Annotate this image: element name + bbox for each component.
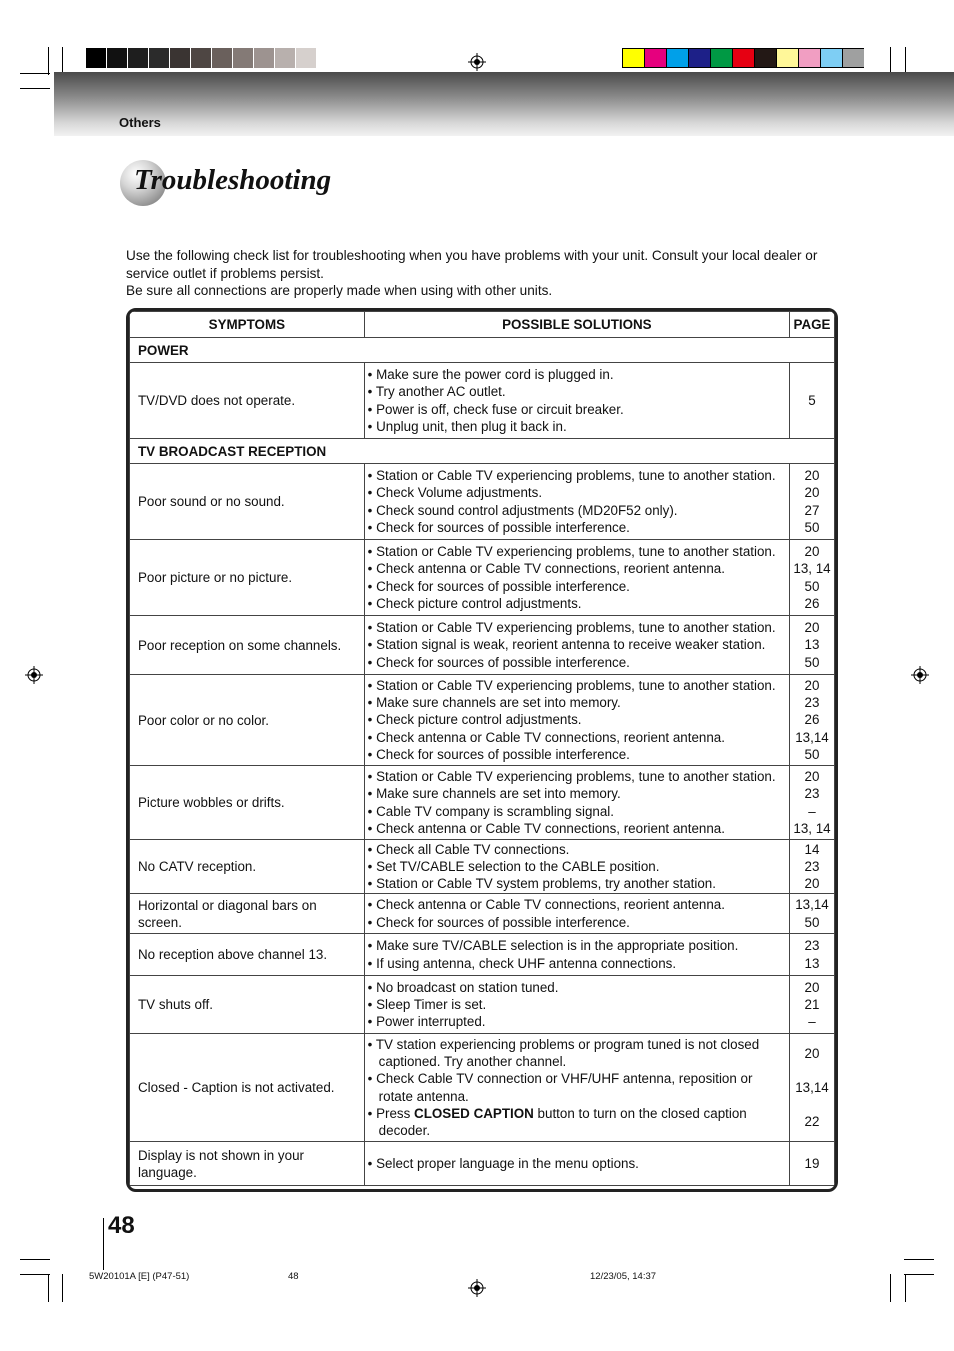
table-row (130, 363, 835, 439)
color-swatch (275, 48, 296, 68)
solution: • Check for sources of possible interference. (368, 519, 789, 536)
solution: • Make sure the power cord is plugged in. (368, 366, 789, 383)
page-ref: 13,14 50 (790, 894, 835, 934)
solution: • Station or Cable TV experiencing problems, tune to another station. (368, 467, 789, 484)
table-row (130, 840, 835, 894)
color-swatch (107, 48, 128, 68)
solution: • Set TV/CABLE selection to the CABLE position. (368, 858, 789, 875)
solution: • Check antenna or Cable TV connections, reorient antenna. (368, 896, 789, 913)
solution: • Make sure TV/CABLE selection is in the appropriate position. (368, 937, 789, 954)
symptom: Poor color or no color. (130, 675, 365, 766)
table-row (130, 766, 835, 840)
solution: • Check antenna or Cable TV connections, reorient antenna. (368, 729, 789, 746)
solution: • Check for sources of possible interference. (368, 746, 789, 763)
solution: • Check for sources of possible interference. (368, 914, 789, 931)
solutions (364, 363, 789, 439)
solution: • Station or Cable TV experiencing problems, tune to another station. (368, 543, 789, 560)
timestamp: 12/23/05, 14:37 (590, 1271, 657, 1282)
symptom: TV/DVD does not operate. (130, 363, 365, 439)
doc-code: 5W20101A [E] (P47-51) (89, 1271, 190, 1282)
color-swatch (776, 48, 798, 68)
solution: • Station or Cable TV experiencing problems, tune to another station. (368, 677, 789, 694)
table-row (130, 1142, 835, 1186)
symptom: Horizontal or diagonal bars on screen. (130, 894, 365, 934)
solution: • Check sound control adjustments (MD20F52 only). (368, 502, 789, 519)
header-solutions: POSSIBLE SOLUTIONS (364, 312, 789, 338)
table-header-row (130, 312, 835, 338)
page-number: 48 (108, 1212, 135, 1239)
category-tv-broadcast: TV BROADCAST RECEPTION (130, 439, 835, 464)
solution: • Cable TV company is scrambling signal. (368, 803, 789, 820)
closed-caption-button-label: CLOSED CAPTION (414, 1105, 534, 1121)
color-swatch (732, 48, 754, 68)
symptom: Picture wobbles or drifts. (130, 766, 365, 840)
page-ref: 20 23 – 13, 14 (790, 766, 835, 840)
table-row (130, 1034, 835, 1142)
solution: • Select proper language in the menu options. (368, 1155, 789, 1172)
solution: • Check Cable TV connection or VHF/UHF antenna, reposition or rotate antenna. (368, 1070, 789, 1104)
solution: • Check picture control adjustments. (368, 711, 789, 728)
doc-page: 48 (288, 1271, 299, 1282)
color-swatch (191, 48, 212, 68)
color-swatch (710, 48, 732, 68)
symptom: No reception above channel 13. (130, 934, 365, 976)
solution: • Sleep Timer is set. (368, 996, 789, 1013)
page-ref: 20 20 27 50 (790, 464, 835, 540)
solution: • Power is off, check fuse or circuit breaker. (368, 401, 789, 418)
symptom: Poor reception on some channels. (130, 616, 365, 675)
symptom: Closed - Caption is not activated. (130, 1034, 365, 1142)
registration-mark-icon (25, 666, 43, 684)
table-row (130, 616, 835, 675)
page-ref: 20 13 50 (790, 616, 835, 675)
symptom: No CATV reception. (130, 840, 365, 894)
registration-mark-icon (911, 666, 929, 684)
table-row (130, 464, 835, 540)
solution: • Unplug unit, then plug it back in. (368, 418, 789, 435)
color-swatch (666, 48, 688, 68)
color-swatch (317, 48, 338, 68)
symptom: Poor sound or no sound. (130, 464, 365, 540)
solution: • Check Volume adjustments. (368, 484, 789, 501)
symptom: Display is not shown in your language. (130, 1142, 365, 1186)
table-row (130, 976, 835, 1034)
solution: • If using antenna, check UHF antenna connections. (368, 955, 789, 972)
troubleshooting-table (126, 308, 838, 1192)
solution: • Station or Cable TV experiencing problems, tune to another station. (368, 619, 789, 636)
color-swatch (212, 48, 233, 68)
color-swatch (842, 48, 864, 68)
color-swatch (86, 48, 107, 68)
color-swatch (798, 48, 820, 68)
solution: • Try another AC outlet. (368, 383, 789, 400)
solution: • Make sure channels are set into memory. (368, 694, 789, 711)
page-ref: 20 13, 14 50 26 (790, 540, 835, 616)
page-title: Troubleshooting (134, 164, 332, 196)
registration-mark-icon (468, 53, 486, 71)
solution: • Check antenna or Cable TV connections, reorient antenna. (368, 560, 789, 577)
page-ref: 19 (790, 1142, 835, 1186)
solution: • Station or Cable TV experiencing problems, tune to another station. (368, 768, 789, 785)
intro-line-1: Use the following check list for troubleshooting when you have problems with your unit. Consult your local dealer or service outlet if problems persist. (126, 248, 818, 281)
table-row (130, 540, 835, 616)
registration-mark-icon (468, 1279, 486, 1297)
solution: • Check antenna or Cable TV connections, reorient antenna. (368, 820, 789, 837)
solution: • Check for sources of possible interference. (368, 654, 789, 671)
page-ref: 23 13 (790, 934, 835, 976)
color-swatch (254, 48, 275, 68)
solution: • Power interrupted. (368, 1013, 789, 1030)
color-swatch (170, 48, 191, 68)
color-calibration-bar-right (622, 48, 864, 68)
page-ref: 20 13,14 22 (790, 1034, 835, 1142)
color-calibration-bar-left (86, 48, 338, 68)
solution: • Press CLOSED CAPTION button to turn on the closed caption decoder. (368, 1105, 789, 1139)
color-swatch (644, 48, 666, 68)
solution: • TV station experiencing problems or program tuned is not closed captioned. Try another channel. (368, 1036, 789, 1070)
color-swatch (754, 48, 776, 68)
symptom: Poor picture or no picture. (130, 540, 365, 616)
solution: • Check for sources of possible interference. (368, 578, 789, 595)
page-ref: 20 23 26 13,14 50 (790, 675, 835, 766)
symptom: TV shuts off. (130, 976, 365, 1034)
category-power: POWER (130, 338, 835, 363)
header-band (54, 72, 954, 136)
solution: • Make sure channels are set into memory. (368, 785, 789, 802)
solution: • Station signal is weak, reorient antenna to receive weaker station. (368, 636, 789, 653)
color-swatch (296, 48, 317, 68)
section-label: Others (119, 115, 161, 130)
solution: • Station or Cable TV system problems, try another station. (368, 875, 789, 892)
color-swatch (233, 48, 254, 68)
solution: • Check all Cable TV connections. (368, 841, 789, 858)
intro-text (126, 247, 846, 300)
header-page: PAGE (790, 312, 835, 338)
page-ref: 14 23 20 (790, 840, 835, 894)
table-row (130, 675, 835, 766)
color-swatch (688, 48, 710, 68)
color-swatch (149, 48, 170, 68)
table-row (130, 894, 835, 934)
table-row (130, 934, 835, 976)
page-ref: 5 (790, 363, 835, 439)
solution: • No broadcast on station tuned. (368, 979, 789, 996)
color-swatch (128, 48, 149, 68)
solution: • Check picture control adjustments. (368, 595, 789, 612)
color-swatch (820, 48, 842, 68)
color-swatch (622, 48, 644, 68)
page-ref: 20 21 – (790, 976, 835, 1034)
intro-line-2: Be sure all connections are properly made when using with other units. (126, 283, 553, 299)
header-symptoms: SYMPTOMS (130, 312, 365, 338)
